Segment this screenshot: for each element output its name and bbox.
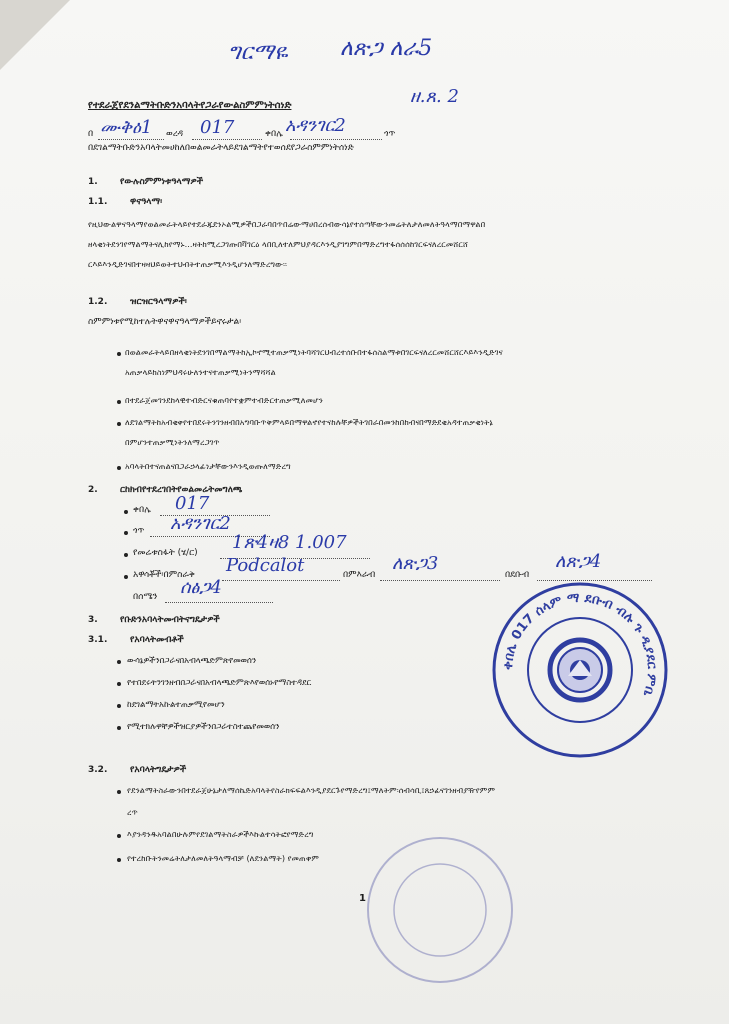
kebele-field-value: 017 xyxy=(175,493,210,514)
purpose-para-line3: ርእይእንዲድገናበተዛዛህይወትተህብትተጠቃሚእንዲሆንለማድረግው፡፡ xyxy=(88,259,287,269)
objective-2: በተደራጀመገንደከላዊተብድርናቁጠባየተቋምተብድርተጠቃሚለመሆን xyxy=(125,395,323,405)
header-line1-prefix: በ xyxy=(88,129,94,139)
neighbors-label: አዋሳቾች፡በምስራቅ xyxy=(133,570,195,580)
kebele-field-label: ቀበሌ xyxy=(133,505,151,515)
section1-1-title: ዋናዓላማ፡ xyxy=(130,197,163,207)
handwritten-group: ለጽጋ ለራ5 xyxy=(340,36,433,61)
section3-title: የቡድንአባላትመብትናግዴታዎች xyxy=(120,615,220,625)
kebele-label: ቀበሌ xyxy=(265,129,283,139)
right-4: የሚተክሉዋቸዎችዝርያዎችንበጋራተስተጨየመወሰን xyxy=(127,721,280,731)
faint-stamp-impression xyxy=(355,830,525,990)
area-field-label: የመሬቱስፋት (ሄ/ር) xyxy=(133,548,198,558)
section3-number: 3. xyxy=(88,615,98,625)
got-label: ጎጥ xyxy=(384,129,396,139)
section1-1-number: 1.1. xyxy=(88,197,108,207)
north-neighbor-value: ሰፅጋ4 xyxy=(180,577,222,598)
document-title: የተደራጀየደንልማትቡድንአባላትየጋራየውልስምምነትሰነድ xyxy=(88,100,292,111)
west-neighbor-value: ለጽጋ3 xyxy=(392,553,439,574)
north-label: በሰሜን xyxy=(133,592,158,602)
handwritten-name: ግርማዬ xyxy=(228,40,288,65)
section3-2-number: 3.2. xyxy=(88,765,108,775)
right-2: የተበደሩትንገንዘብበጋራናበአብላጫድምጽእየወሰኑየማስተዳደር xyxy=(127,677,312,687)
east-neighbor-value: Podcalot xyxy=(226,555,305,576)
south-label: በደቡብ xyxy=(505,570,530,580)
got-field-value: አዳንገር2 xyxy=(170,513,231,534)
folded-corner xyxy=(0,0,70,70)
section2-number: 2. xyxy=(88,485,98,495)
purpose-para-line1: የዚህውልዋናዓላማየወልመራትላይየተደራጁደንኦልሚዎችበጋራባበጥበሬውማሀበረሰብውሳኔየተሰጣቸውንመሬትለታለመለትዓላማበማዋልበ xyxy=(88,219,486,229)
section3-1-number: 3.1. xyxy=(88,635,108,645)
woreda-label: ወረዳ xyxy=(166,129,184,139)
section3-1-title: የአባላትመብቶች xyxy=(130,635,184,645)
objective-4: አባላትበተናጠልናበጋራኃላፊነታቸውንእንዲወጡለማድረግ xyxy=(125,461,291,471)
section3-2-title: የአባላትግዴታዎች xyxy=(130,765,187,775)
right-1: ውሳኔዎችንበጋራናበአብላጫድምጽየመወሰን xyxy=(127,655,257,665)
official-seal-stamp xyxy=(490,580,670,760)
handwritten-note: ዘ.ጸ. 2 xyxy=(410,86,459,107)
purpose-para-line2: ዘላቂነትደንገየማልማትናሊከየማኑ...ዛትከሚረጋገጡበቫገርዕ ላበቢለተለምህያዳርእንዲያገግምበማድረግተፋሰሰሰከገርፍናለረርመሸርሸ xyxy=(88,239,468,249)
kebele-handwritten: 017 xyxy=(200,117,235,138)
area-field-value: 1ጽ4ዛ8 1.007 xyxy=(232,532,347,553)
west-label: በምእራብ xyxy=(343,570,376,580)
objective-3-line2: በምሆንተጠቃሚነትንለማረጋገጥ xyxy=(125,437,220,447)
objectives-intro: ስምምነቱየሚከተሉትዋናዋናዓላማዎችይኖሩታል፡ xyxy=(88,317,242,327)
obligation-1-line2: ረጥ xyxy=(127,807,138,817)
section1-2-number: 1.2. xyxy=(88,297,108,307)
got-handwritten: አዳንገር2 xyxy=(285,115,346,136)
objective-1-line2: አጠቃላይከስነምህዳሩሁለንተናተጠቃሚነትንማሻሻል xyxy=(125,367,276,377)
section1-title: የውሉስምምነቱዓላማዎች xyxy=(120,177,204,187)
south-neighbor-value: ለጽጋ4 xyxy=(555,551,602,572)
got-field-label: ጎጥ xyxy=(133,526,145,536)
header-line2: በደገልማትቡድንአባላትመሀከለበወልመራትላይደገልማትየተወሰደየጋራስምምነትሰነድ xyxy=(88,143,354,153)
obligation-3: የተረከቡትንመሬትለታለመለትዓላማብቻ (ለደንልማት) የመጠቀም xyxy=(127,853,319,863)
woreda-handwritten: ሙቅዕ1 xyxy=(100,117,153,138)
section2-title: ርከክብየተደረገበትየወልመሬትመግለጫ xyxy=(120,485,243,495)
objective-1-line1: በወልመራትላይበዘላቂነትደንገበማልማትከኢኮኖሚተጠቃሚነትባሻገርህብረተሰቡበተፋሰስልማቱበገርፍናለረርመሸርሸርእይእንዲድገና xyxy=(125,347,503,357)
objective-3-line1: ለደገልማትከአብቂቀየተበደሩትንገንዘብበአግባቡጥቅምላይበማዋልኖየተናከሉቸዎችትገበራበመንከበከብናበማድደቂአዳተጠቃቂነትኔ xyxy=(125,417,493,427)
section1-number: 1. xyxy=(88,177,98,187)
page-number: 1 xyxy=(359,893,366,904)
right-3: ከደገልማትአኩልተጠቃሚየመሆን xyxy=(127,699,225,709)
section1-2-title: ዝርዝርዓላማዎች፡ xyxy=(130,297,187,307)
obligation-1-line1: የደንልማትስራውንበተደራጀሁኔታለማሰኬድአባላትየስራክፍፍልእንዲያደርጉየማድረግ፤ማለትም፡ሰብሳቢ፤ጸኃፊናገንዘብያዥየምም xyxy=(127,785,496,795)
seal-ring-text: ቀበሌ 017 ሰላም ማ ደቡብ ብሉ ጉ ዲያደር ምቤ xyxy=(500,590,660,699)
obligation-2: እያንዳንዱአባልበሁሉምየደገልማትስራዎችእኩልተሳትፎየማድረግ xyxy=(127,829,314,839)
